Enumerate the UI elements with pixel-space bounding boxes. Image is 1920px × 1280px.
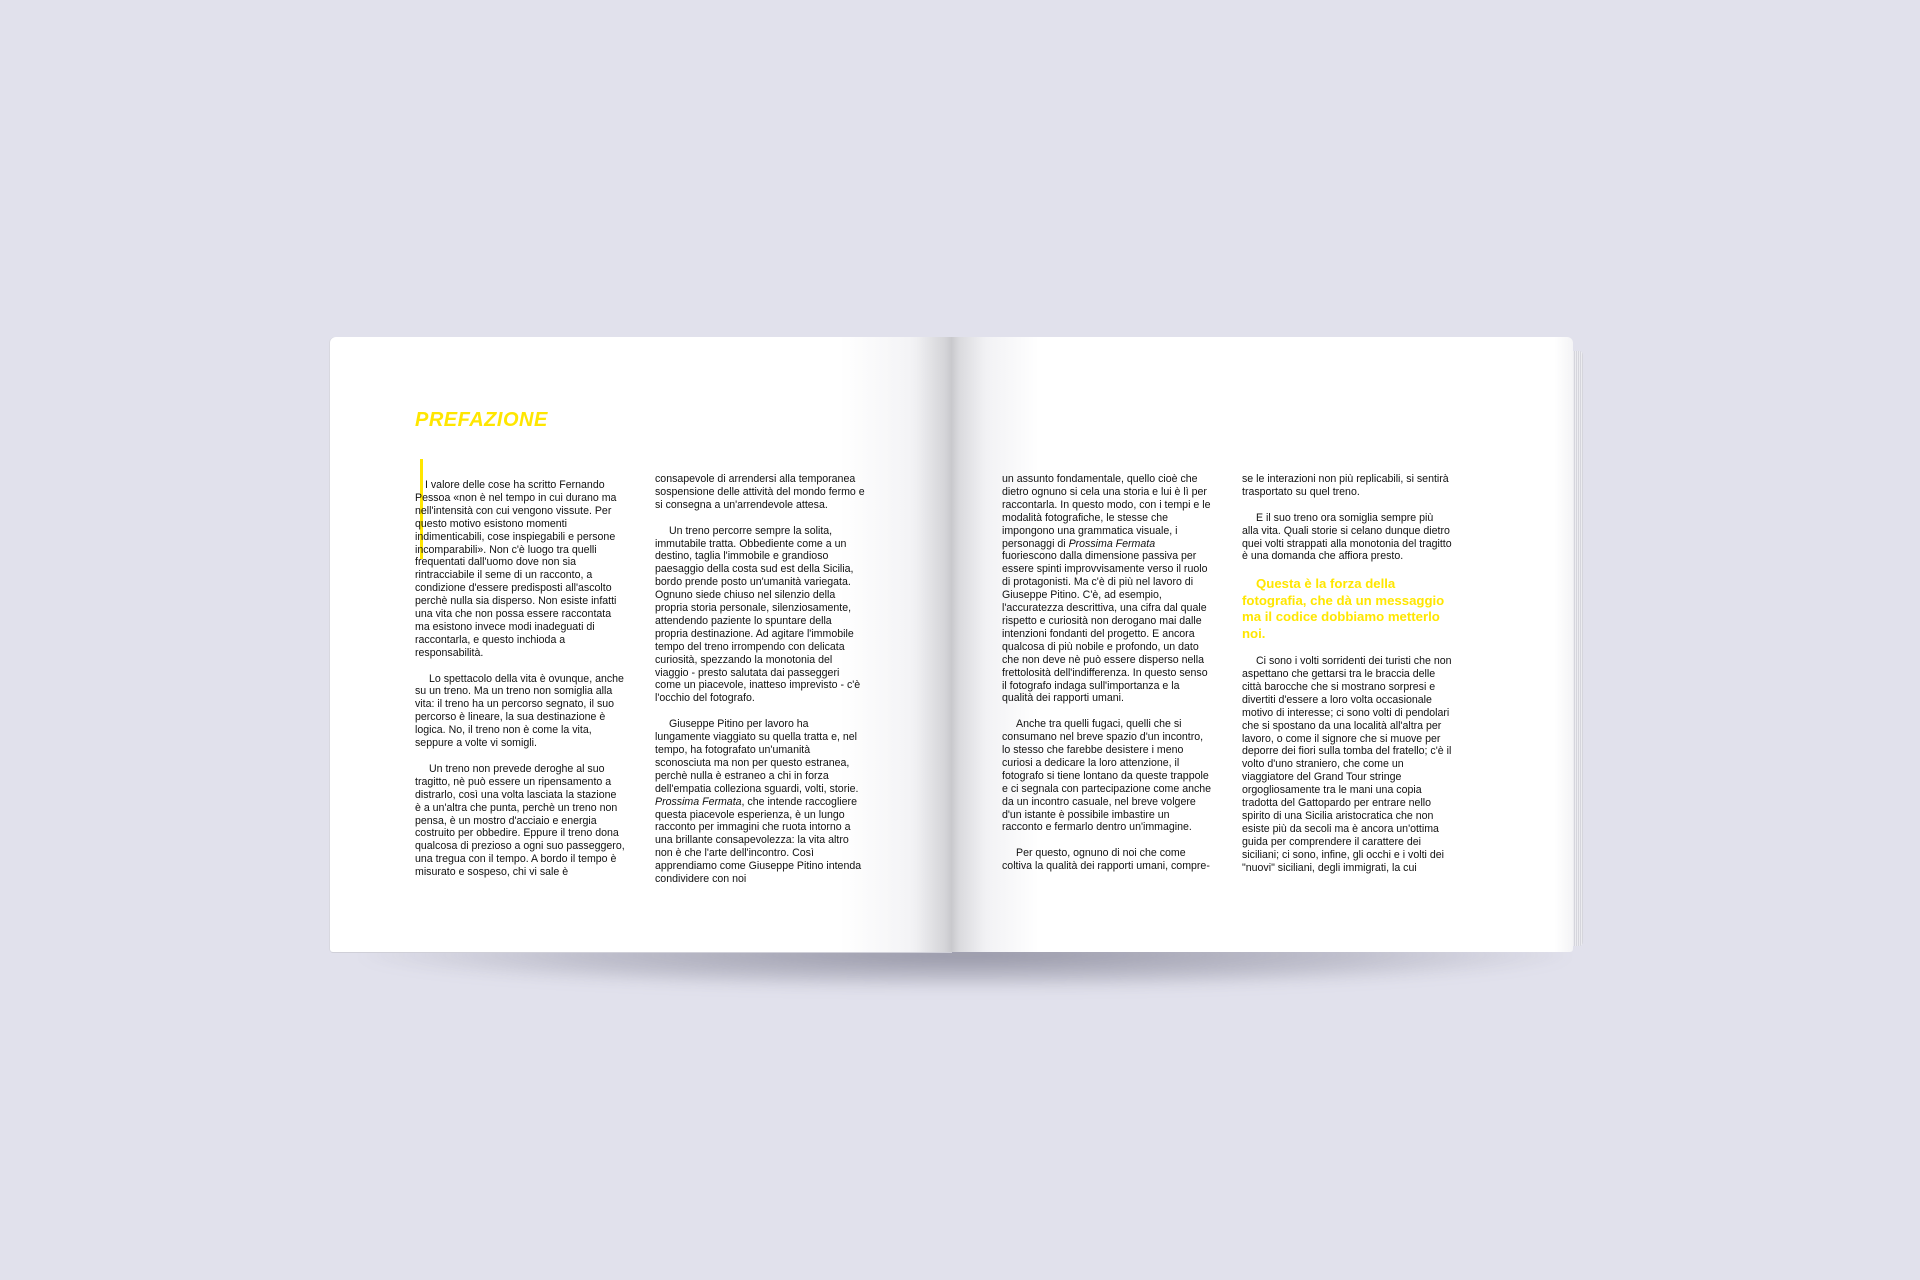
pull-quote: Questa è la forza della fotografia, che dà un messaggio ma il codice dobbiamo metterlo noi. (1242, 576, 1445, 641)
right-column-2 (1242, 473, 1452, 887)
page-edges (1573, 351, 1583, 946)
paragraph: Lo spettacolo della vita è ovunque, anche su un treno. Ma un treno non somiglia alla vita: il treno ha un percorso segnato, il suo percorso è lineare, la sua destinazione è logica. No, il treno non è come la vita, seppure a volte vi somigli. (415, 672, 624, 750)
paragraph: Un treno percorre sempre la solita, immutabile tratta. Obbediente come a un destino, taglia l'immobile e grandioso paesaggio della costa sud est della Sicilia, bordo prende posto un'umanità variegata. Ognuno siede chiuso nel silenzio della propria storia personale, silenziosamente, attendendo paziente lo spuntare della propria destinazione. Ad agitare l'immobile tempo del treno irrompendo con delicata curiosità, spezzando la monotonia del viaggio - presto salutata dai passeggeri come un piacevole, inatteso imprevisto - c'è l'occhio del fotografo. (655, 524, 861, 705)
text-run: fuoriescono dalla dimensione passiva per essere spinti improvvisamente verso il ruolo di protagonisti. Ma c'è di più nel lavoro di Giuseppe Pitino. C'è, ad esempio, l'accuratezza descrittiva, una cifra dal quale rispetto e curiosità non derogano mai dalle intenzioni fondanti del progetto. E ancora qualcosa di più nobile e profondo, un dato che non deve nè può essere disperso nella frettolosità dell'indifferenza. In questo senso il fotografo indaga sull'importanza e la qualità dei rapporti umani. (1002, 550, 1208, 705)
text-run: un assunto fondamentale, quello cioè che dietro ognuno si cela una storia e lui è lì per raccontarla. In questo modo, con i tempi e le modalità fotografiche, le stesse che impongono una grammatica visuale, i personaggi di (1002, 473, 1211, 550)
left-column-2 (655, 473, 865, 899)
open-book (330, 337, 1573, 952)
text-run: Giuseppe Pitino per lavoro ha lungamente viaggiato su quella tratta e, nel tempo, ha fotografato un'umanità sconosciuta ma non per questo estranea, perchè nulla è estraneo a chi in forza dell'empatia colleziona sguardi, volti, storie. (655, 718, 859, 795)
paragraph: Ci sono i volti sorridenti dei turisti che non aspettano che gettarsi tra le braccia delle città barocche che si mostrano sorpresi e divertiti d'essere a loro volta occasionale motivo di interesse; ci sono volti di pendolari che si spostano da una località all'altra per lavoro, o come il signore che si muove per deporre dei fiori sulla tomba del fratello; c'è il volto d'uno straniero, che come un viaggiatore del Grand Tour stringe orgogliosamente tra le mani una copia tradotta del Gattopardo per entrare nello spirito di una Sicilia aristocratica che non esiste più da secoli ma è ancora un'ottima guida per comprendere il carattere dei siciliani; ci sono, infine, gli occhi e i volti dei "nuovi" siciliani, degli immigrati, la cui (1242, 655, 1452, 874)
paragraph (655, 718, 865, 886)
paragraph: se le interazioni non più replicabili, si sentirà trasportato su quel treno. (1242, 473, 1449, 498)
page-title: PREFAZIONE (415, 409, 548, 431)
right-column-1 (1002, 473, 1212, 886)
left-column-1 (415, 479, 625, 892)
left-page (330, 337, 952, 952)
paragraph: Per questo, ognuno di noi che come coltiva la qualità dei rapporti umani, compre- (1002, 847, 1210, 873)
book-gutter (916, 337, 988, 952)
paragraph: Un treno non prevede deroghe al suo tragitto, nè può essere un ripensamento a distrarlo, così una volta lasciata la stazione è a un'altra che punta, perchè un treno non pensa, è un mostro d'acciaio e energia costruito per obbedire. Eppure il treno dona qualcosa di prezioso a ogni suo passeggero, una tregua con il tempo. A bordo il tempo è misurato e sospeso, chi vi sale è (415, 762, 625, 879)
book-title-italic: Prossima Fermata (655, 795, 742, 808)
book-title-italic: Prossima Fermata (1068, 537, 1156, 550)
paragraph: consapevole di arrendersi alla temporanea sospensione delle attività del mondo fermo e si consegna a un'arrendevole attesa. (655, 473, 865, 511)
paragraph: Anche tra quelli fugaci, quelli che si consumano nel breve spazio d'un incontro, lo stesso che farebbe desistere i meno curiosi a dedicare la loro attenzione, il fotografo si tiene lontano da queste trappole e ci segnala con partecipazione come anche da un incontro casuale, nel breve volgere d'un istante è possibile imbastire un racconto e fermarlo dentro un'immagine. (1002, 718, 1212, 834)
right-page (952, 337, 1573, 952)
text-run: , che intende raccogliere questa piacevole esperienza, è un lungo racconto per immagini che ruota intorno a una brillante consapevolezza: la vita altro non è che l'arte dell'incontro. Così apprendiamo come Giuseppe Pitino intenda condividere con noi (655, 795, 862, 886)
paragraph: I valore delle cose ha scritto Fernando Pessoa «non è nel tempo in cui durano ma nell'intensità con cui vengono vissute. Per questo motivo esistono momenti indimenticabili, cose inspiegabili e persone incomparabili». Non c'è luogo tra quelli frequentati dall'uomo dove non sia rintracciabile il seme di un racconto, a condizione d'essere predisposti all'ascolto perchè nulla sia disperso. Non esiste infatti una vita che non possa essere raccontata ma esistono invece modi inadeguati di raccontarla, e questo inchioda a responsabilità. (415, 479, 617, 659)
paragraph (1002, 473, 1212, 705)
paragraph: E il suo treno ora somiglia sempre più alla vita. Quali storie si celano dunque dietro quei volti strappati alla monotonia del tragitto è una domanda che affiora presto. (1242, 511, 1452, 563)
